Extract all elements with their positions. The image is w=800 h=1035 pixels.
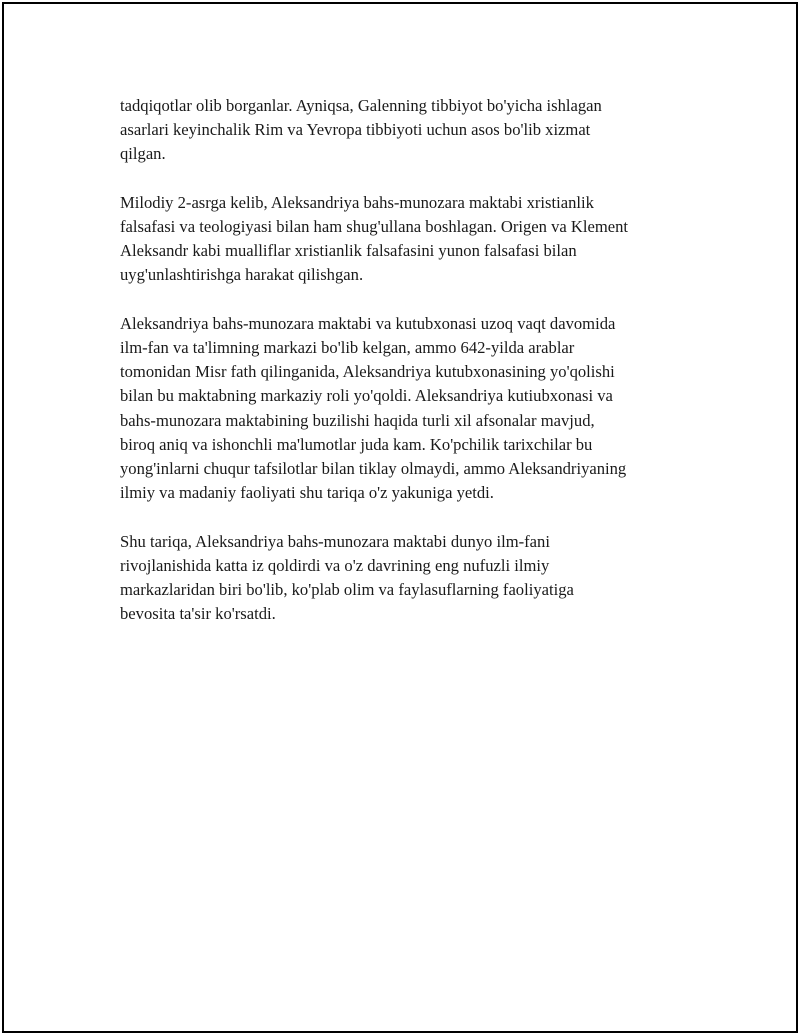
text-line: Aleksandr kabi mualliflar xristianlik falsafasini yunon falsafasi bilan	[120, 241, 577, 261]
text-line: asarlari keyinchalik Rim va Yevropa tibbiyoti uchun asos bo'lib xizmat	[120, 120, 591, 140]
paragraph-2	[120, 191, 692, 288]
text-line: uyg'unlashtirishga harakat qilishgan.	[120, 265, 364, 285]
text-line: Aleksandriya bahs-munozara maktabi va kutubxonasi uzoq vaqt davomida	[120, 313, 616, 333]
text-line: rivojlanishida katta iz qoldirdi va o'z davrining eng nufuzli ilmiy	[120, 555, 550, 575]
text-line: tomonidan Misr fath qilinganida, Aleksandriya kutubxonasining yo'qolishi	[120, 362, 615, 382]
text-line: bahs-munozara maktabining buzilishi haqida turli xil afsonalar mavjud,	[120, 410, 595, 430]
text-line: Shu tariqa, Aleksandriya bahs-munozara maktabi dunyo ilm-fani	[120, 531, 550, 551]
text-line: biroq aniq va ishonchli ma'lumotlar juda kam. Ko'pchilik tarixchilar bu	[120, 434, 593, 454]
text-line: qilgan.	[120, 144, 166, 164]
text-line: yong'inlarni chuqur tafsilotlar bilan tiklay olmaydi, ammo Aleksandriyaning	[120, 459, 627, 479]
text-line: ilmiy va madaniy faoliyati shu tariqa o'z yakuniga yetdi.	[120, 483, 494, 503]
text-line: Milodiy 2-asrga kelib, Aleksandriya bahs-munozara maktabi xristianlik	[120, 192, 594, 212]
document-page	[2, 2, 798, 1033]
paragraph-4	[120, 530, 692, 627]
text-line: bilan bu maktabning markaziy roli yo'qoldi. Aleksandriya kutiubxonasi va	[120, 386, 613, 406]
text-line: markazlaridan biri bo'lib, ko'plab olim va faylasuflarning faoliyatiga	[120, 580, 574, 600]
document-body	[120, 94, 692, 651]
text-line: tadqiqotlar olib borganlar. Ayniqsa, Galenning tibbiyot bo'yicha ishlagan	[120, 96, 602, 115]
paragraph-3	[120, 312, 692, 506]
paragraph-1	[120, 94, 692, 167]
text-line: bevosita ta'sir ko'rsatdi.	[120, 604, 276, 624]
text-line: ilm-fan va ta'limning markazi bo'lib kelgan, ammo 642-yilda arablar	[120, 338, 575, 357]
text-line: falsafasi va teologiyasi bilan ham shug'ullana boshlagan. Origen va Klement	[120, 217, 629, 236]
